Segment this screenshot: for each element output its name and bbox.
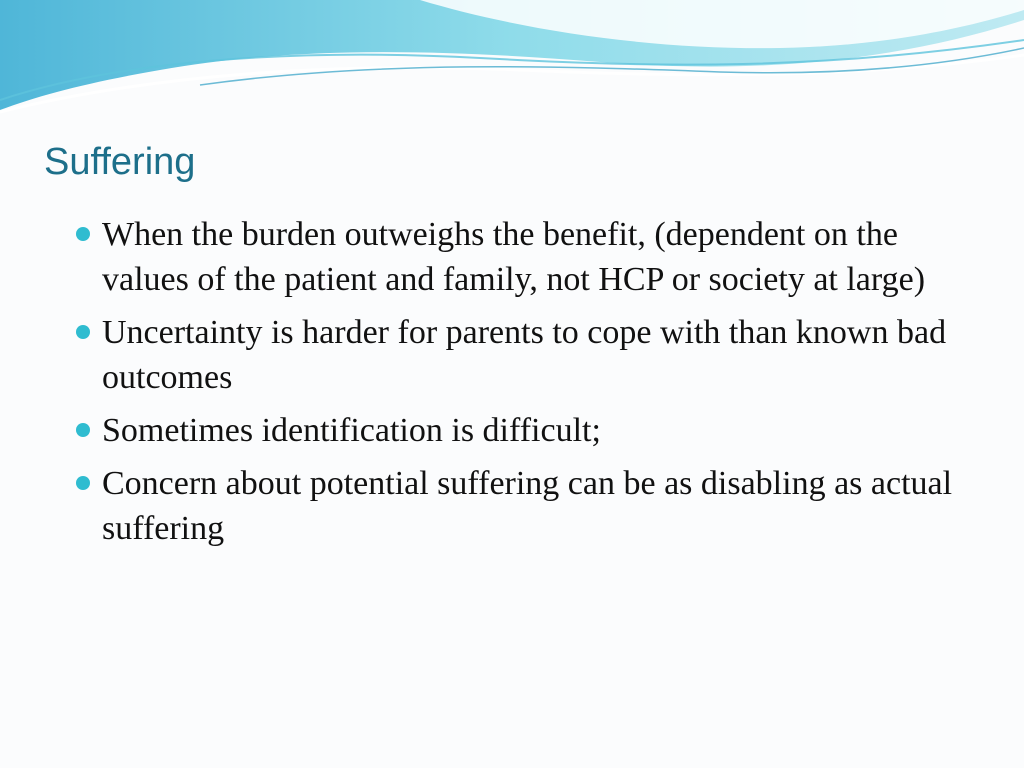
slide-title: Suffering	[44, 141, 196, 183]
bullet-text: Sometimes identification is difficult;	[102, 412, 601, 449]
bullet-text: When the burden outweighs the benefit, (dependent on the values of the patient and family, not HCP or society at large)	[102, 216, 926, 298]
bullet-item	[74, 461, 964, 551]
bullet-item	[74, 310, 964, 400]
bullet-marker-icon	[76, 423, 90, 437]
bullet-list	[74, 212, 964, 559]
bullet-text: Concern about potential suffering can be as disabling as actual suffering	[102, 465, 953, 547]
bullet-item	[74, 408, 964, 453]
bullet-marker-icon	[76, 476, 90, 490]
bullet-item	[74, 212, 964, 302]
header-wave-decoration	[0, 0, 1024, 130]
bullet-marker-icon	[76, 325, 90, 339]
bullet-text: Uncertainty is harder for parents to cope with than known bad outcomes	[102, 314, 947, 396]
bullet-marker-icon	[76, 227, 90, 241]
